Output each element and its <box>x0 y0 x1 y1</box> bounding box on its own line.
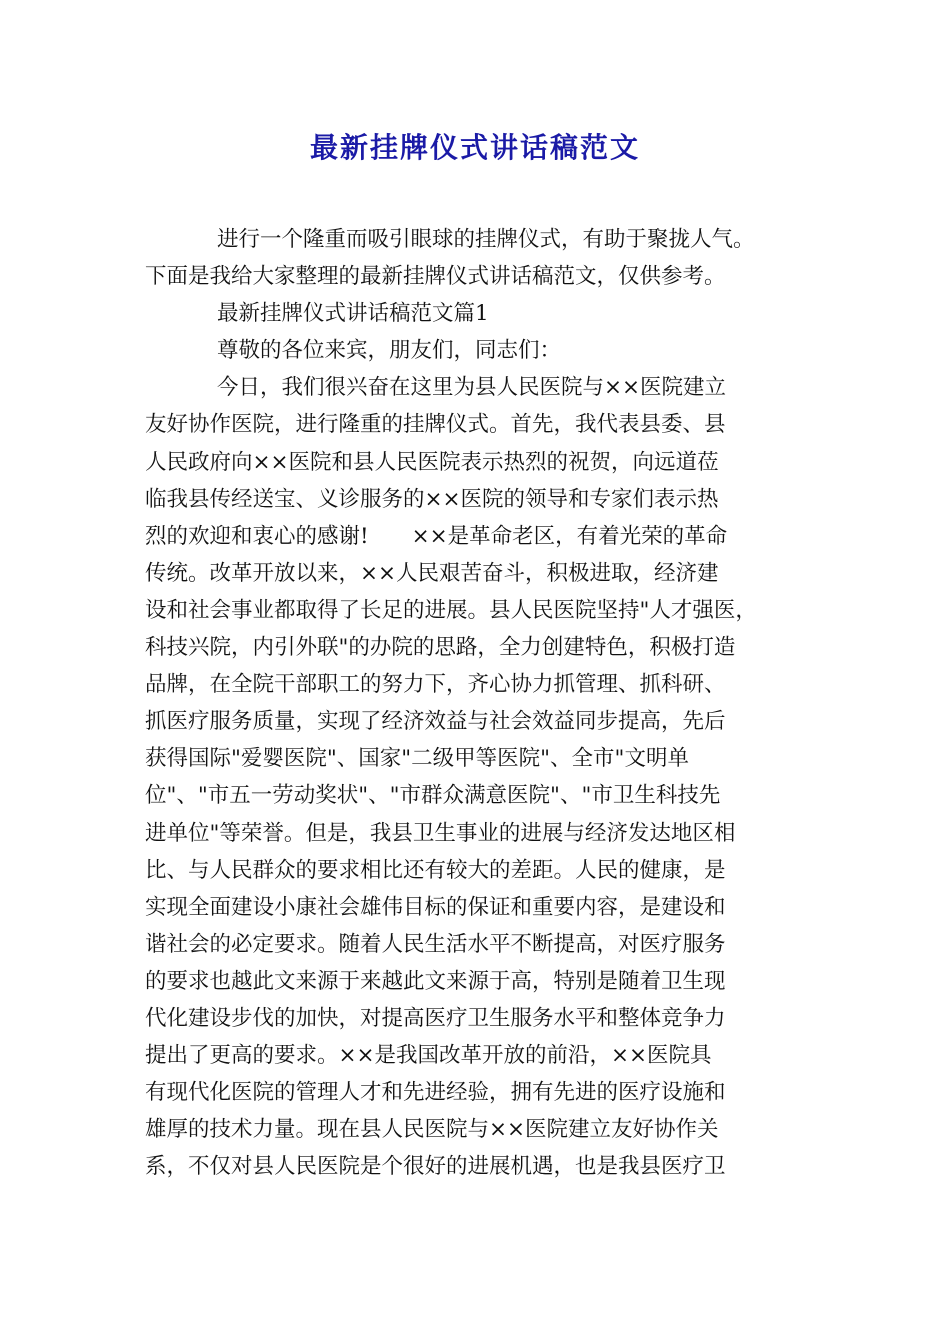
body-line: 谐社会的必定要求。随着人民生活水平不断提高，对医疗服务 <box>145 931 726 957</box>
body-line: 传统。改革开放以来，××人民艰苦奋斗，积极进取，经济建 <box>145 560 719 586</box>
body-line: 今日，我们很兴奋在这里为县人民医院与××医院建立 <box>217 375 727 401</box>
body-line: 位"、"市五一劳动奖状"、"市群众满意医院"、"市卫生科技先 <box>145 783 721 809</box>
body-line: 人民政府向××医院和县人民医院表示热烈的祝贺，向远道莅 <box>145 449 719 475</box>
body-line: 临我县传经送宝、义诊服务的××医院的领导和专家们表示热 <box>145 486 719 512</box>
body-line: 代化建设步伐的加快，对提高医疗卫生服务水平和整体竞争力 <box>145 1005 726 1031</box>
body-line: 系，不仅对县人民医院是个很好的进展机遇，也是我县医疗卫 <box>145 1154 726 1180</box>
body-line: 设和社会事业都取得了长足的进展。县人民医院坚持"人才强医， <box>145 597 757 623</box>
body-line: 比、与人民群众的要求相比还有较大的差距。人民的健康，是 <box>145 857 726 883</box>
body-line: 进单位"等荣誉。但是，我县卫生事业的进展与经济发达地区相 <box>145 820 736 846</box>
salutation: 尊敬的各位来宾，朋友们，同志们： <box>217 338 562 364</box>
body-line: 烈的欢迎和衷心的感谢! ××是革命老区，有着光荣的革命 <box>145 523 728 549</box>
section-heading: 最新挂牌仪式讲话稿范文篇1 <box>217 301 489 327</box>
body-line: 友好协作医院，进行隆重的挂牌仪式。首先，我代表县委、县 <box>145 412 726 438</box>
body-line: 进行一个隆重而吸引眼球的挂牌仪式，有助于聚拢人气。 <box>217 227 755 252</box>
body-line: 获得国际"爱婴医院"、国家"二级甲等医院"、全市"文明单 <box>145 746 689 772</box>
body-line: 雄厚的技术力量。现在县人民医院与××医院建立友好协作关 <box>145 1117 719 1143</box>
body-line: 提出了更高的要求。××是我国改革开放的前沿，××医院具 <box>145 1043 712 1069</box>
document-body <box>145 221 805 1185</box>
body-line: 品牌，在全院干部职工的努力下，齐心协力抓管理、抓科研、 <box>145 672 726 698</box>
body-line: 有现代化医院的管理人才和先进经验，拥有先进的医疗设施和 <box>145 1080 726 1106</box>
body-line: 抓医疗服务质量，实现了经济效益与社会效益同步提高，先后 <box>145 709 726 735</box>
body-line: 科技兴院，内引外联"的办院的思路，全力创建特色，积极打造 <box>145 635 736 661</box>
body-line: 的要求也越此文来源于来越此文来源于高，特别是随着卫生现 <box>145 968 726 994</box>
body-line: 下面是我给大家整理的最新挂牌仪式讲话稿范文，仅供参考。 <box>145 264 726 290</box>
body-line: 实现全面建设小康社会雄伟目标的保证和重要内容，是建设和 <box>145 894 726 920</box>
document-title: 最新挂牌仪式讲话稿范文 <box>309 131 640 164</box>
